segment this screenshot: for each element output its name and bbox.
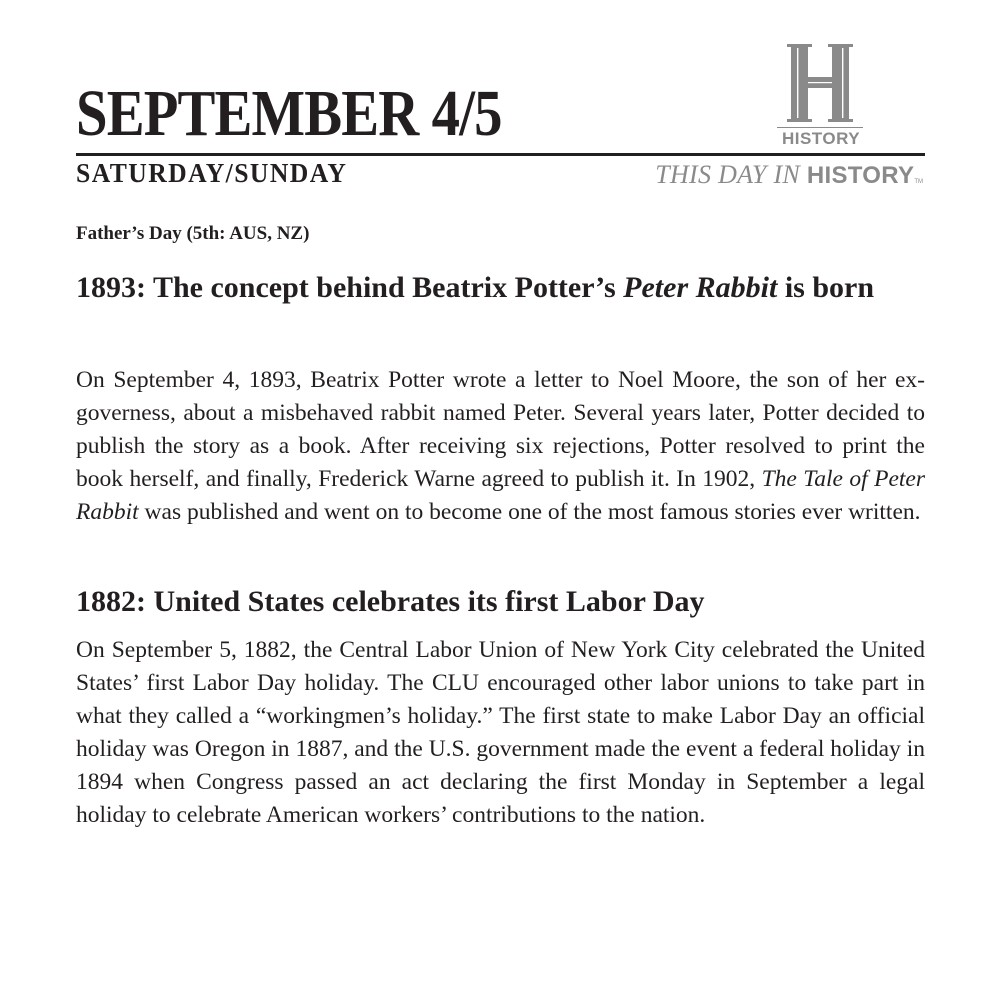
entry-body bbox=[76, 634, 925, 832]
trademark-mark: TM bbox=[914, 179, 923, 185]
body-text: was published and went on to become one of the most famous stories ever written. bbox=[138, 499, 921, 525]
tagline bbox=[655, 158, 923, 199]
observance-note: Father’s Day (5th: AUS, NZ) bbox=[76, 223, 310, 244]
calendar-page bbox=[76, 0, 925, 1000]
body-text: On September 4, 1893, Beatrix Potter wrote a letter to Noel Moore, the son of her ex-governess, about a misbehaved rabbit named Peter. Several years later, Potter decided to publish the story as a book. After receiving six rejections, Potter resolved to print the book herself, and finally, Frederick Warne agreed to publish it. In 1902, bbox=[76, 367, 925, 492]
weekday-label: SATURDAY/SUNDAY bbox=[76, 158, 348, 188]
date-title: SEPTEMBER 4/5 bbox=[76, 77, 502, 150]
tagline-brand: HISTORY bbox=[806, 162, 915, 189]
logo-wordmark: HISTORY bbox=[781, 129, 861, 148]
heading-text: 1882: United States celebrates its first Labor Day bbox=[76, 585, 705, 618]
body-text: On September 5, 1882, the Central Labor Union of New York City celebrated the United States’ first Labor Day holiday. The CLU encouraged other labor unions to take part in what they called a “workingmen’s holiday.” The first state to make Labor Day an official holiday was Oregon in 1887, and the U.S. government made the event a federal holiday in 1894 when Congress passed an act declaring the first Monday in September a legal holiday to celebrate American workers’ contributions to the nation. bbox=[76, 637, 925, 828]
body-italic-title: The Tale of Peter Rabbit bbox=[76, 466, 925, 525]
entry-heading bbox=[76, 583, 925, 620]
history-h-logo-icon bbox=[787, 44, 853, 122]
heading-text: is born bbox=[777, 271, 875, 304]
history-logo bbox=[773, 44, 869, 152]
heading-italic-title: Peter Rabbit bbox=[623, 271, 778, 304]
entry-body bbox=[76, 364, 925, 529]
tagline-italic: THIS DAY IN bbox=[655, 160, 807, 189]
entry-heading bbox=[76, 269, 925, 306]
heading-text: 1893: The concept behind Beatrix Potter’s bbox=[76, 271, 624, 304]
